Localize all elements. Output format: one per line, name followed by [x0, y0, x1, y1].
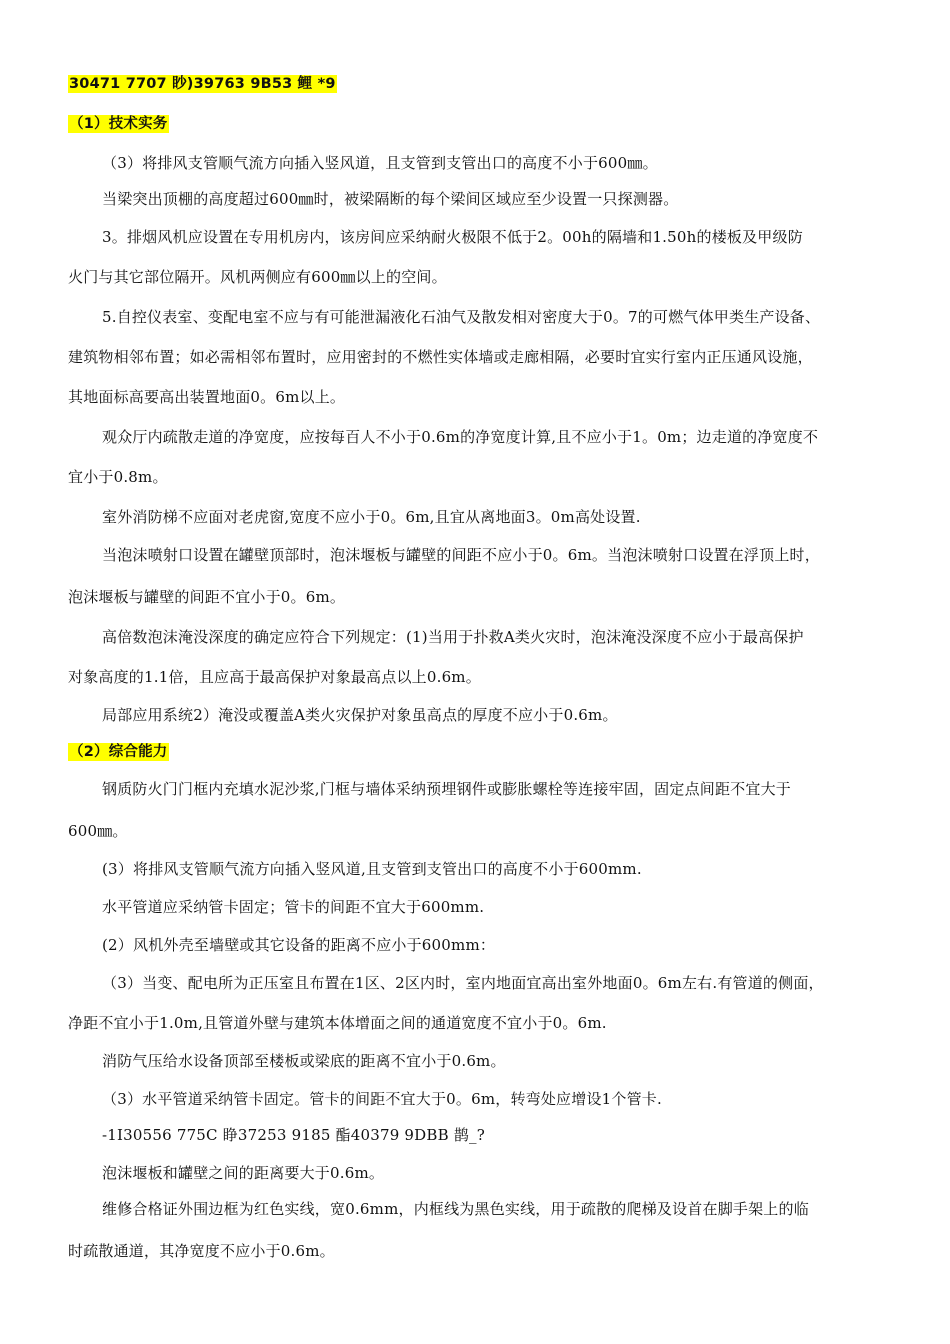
paragraph-line: 5.自控仪表室、变配电室不应与有可能泄漏液化石油气及散发相对密度大于0。7的可燃气体甲类生产设备、: [102, 308, 821, 326]
paragraph-line: 当泡沫喷射口设置在罐壁顶部时，泡沫堰板与罐壁的间距不应小于0。6m。当泡沫喷射口设置在浮顶上时，: [102, 546, 820, 564]
paragraph-line: (3）将排风支管顺气流方向插入竖风道,且支管到支管出口的高度不小于600mm.: [102, 860, 642, 878]
paragraph-line: 对象高度的1.1倍，且应高于最高保护对象最高点以上0.6m。: [68, 668, 481, 686]
paragraph-line: （3）将排风支管顺气流方向插入竖风道，且支管到支管出口的高度不小于600㎜。: [102, 154, 658, 172]
paragraph-line: 泡沫堰板与罐壁的间距不宜小于0。6m。: [68, 588, 346, 606]
paragraph-line: (2）风机外壳至墙壁或其它设备的距离不应小于600mm：: [102, 936, 496, 954]
paragraph-line: 3。排烟风机应设置在专用机房内，该房间应采纳耐火极限不低于2。00h的隔墙和1.50h的楼板及甲级防: [102, 228, 803, 246]
paragraph-line: 当梁突出顶棚的高度超过600㎜时，被梁隔断的每个梁间区域应至少设置一只探测器。: [102, 190, 679, 208]
paragraph-line: 维修合格证外围边框为红色实线，宽0.6mm，内框线为黑色实线，用于疏散的爬梯及设首在脚手架上的临: [102, 1200, 809, 1218]
paragraph-line: 建筑物相邻布置；如必需相邻布置时，应用密封的不燃性实体墙或走廊相隔，必要时宜实行室内正压通风设施，: [68, 348, 813, 366]
paragraph-line: 火门与其它部位隔开。风机两侧应有600㎜以上的空间。: [68, 268, 447, 286]
paragraph-line: 净距不宜小于1.0m,且管道外壁与建筑本体增面之间的通道宽度不宜小于0。6m.: [68, 1014, 607, 1032]
paragraph-line: 观众厅内疏散走道的净宽度，应按每百人不小于0.6m的净宽度计算,且不应小于1。0m；边走道的净宽度不: [102, 428, 819, 446]
paragraph-line: 局部应用系统2）淹没或覆盖A类火灾保护对象虽高点的厚度不应小于0.6m。: [102, 706, 618, 724]
section2-heading-text: （2）综合能力: [69, 744, 168, 760]
paragraph-line: -1I30556 775C 睁37253 9185 酯40379 9DBB 鹊_?: [102, 1126, 485, 1144]
header-code-text: 30471 7707 眇)39763 9B53 鲤 *9: [69, 76, 336, 92]
paragraph-line: 泡沫堰板和罐壁之间的距离要大于0.6m。: [102, 1164, 385, 1182]
paragraph-line: 室外消防梯不应面对老虎窗,宽度不应小于0。6m,且宜从离地面3。0m高处设置.: [102, 508, 641, 526]
header-code: [68, 72, 337, 93]
section1-heading-text: （1）技术实务: [69, 116, 168, 132]
paragraph-line: 水平管道应采纳管卡固定；管卡的间距不宜大于600mm.: [102, 898, 485, 916]
paragraph-line: 其地面标高要高出装置地面0。6m以上。: [68, 388, 346, 406]
paragraph-line: 时疏散通道，其净宽度不应小于0.6m。: [68, 1242, 335, 1260]
paragraph-line: 600㎜。: [68, 822, 128, 840]
paragraph-line: （3）当变、配电所为正压室且布置在1区、2区内时，室内地面宜高出室外地面0。6m左右.有管道的侧面，: [102, 974, 824, 992]
paragraph-line: 消防气压给水设备顶部至楼板或梁底的距离不宜小于0.6m。: [102, 1052, 506, 1070]
section1-heading: [68, 112, 169, 133]
paragraph-line: 宜小于0.8m。: [68, 468, 168, 486]
paragraph-line: 钢质防火门门框内充填水泥沙浆,门框与墙体采纳预埋钢件或膨胀螺栓等连接牢固，固定点间距不宜大于: [102, 780, 791, 798]
section2-heading: [68, 740, 169, 761]
paragraph-line: 高倍数泡沫淹没深度的确定应符合下列规定：(1)当用于扑救A类火灾时，泡沫淹没深度不应小于最高保护: [102, 628, 804, 646]
paragraph-line: （3）水平管道采纳管卡固定。管卡的间距不宜大于0。6m，转弯处应增设1个管卡.: [102, 1090, 662, 1108]
